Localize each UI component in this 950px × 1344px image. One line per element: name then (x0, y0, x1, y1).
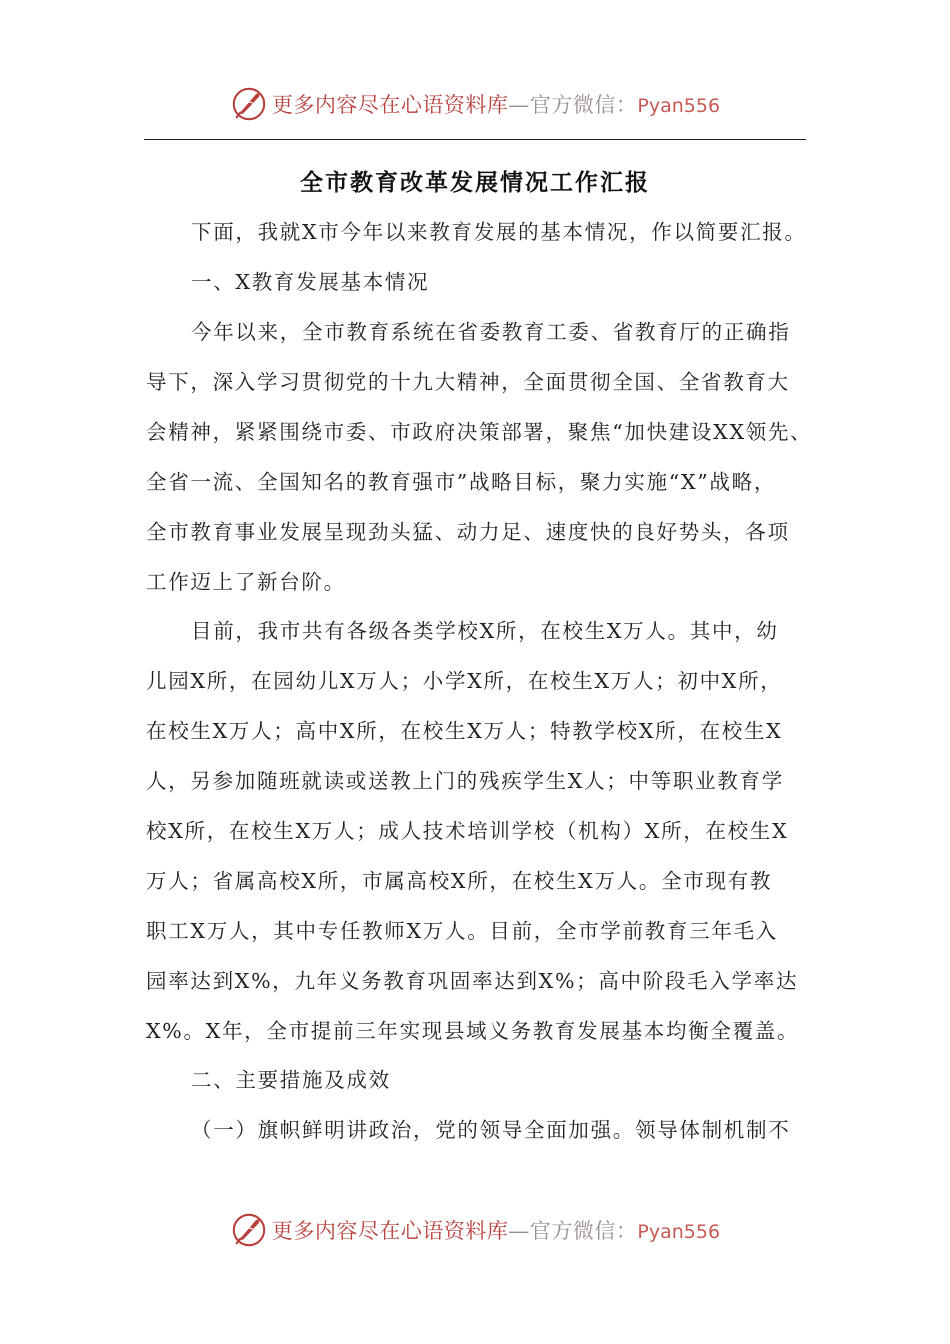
paragraph-line: 儿园X所，在园幼儿X万人；小学X所，在校生X万人；初中X所， (146, 669, 783, 693)
document-title: 全市教育改革发展情况工作汇报 (300, 169, 650, 196)
paragraph-line: 全市教育事业发展呈现劲头猛、动力足、速度快的良好势头，各项 (146, 520, 790, 544)
paragraph-line: 今年以来，全市教育系统在省委教育工委、省教育厅的正确指 (191, 320, 791, 344)
paragraph-line: 职工X万人，其中专任教师X万人。目前，全市学前教育三年毛入 (146, 919, 778, 943)
header-brand: 更多内容尽在心语资料库 (271, 93, 509, 117)
paragraph-line: 校X所，在校生X万人；成人技术培训学校（机构）X所，在校生X (146, 819, 789, 843)
section-heading-1: 一、X教育发展基本情况 (191, 270, 430, 294)
paragraph-line: 万人；省属高校X所，市属高校X所，在校生X万人。全市现有教 (146, 869, 773, 893)
paragraph-line: 全省一流、全国知名的教育强市”战略目标，聚力实施“X”战略， (146, 470, 777, 494)
header-watermark-banner (0, 84, 950, 124)
footer-watermark-banner (0, 1210, 950, 1250)
header-separator: — (508, 93, 530, 117)
paragraph-line: X%。X年，全市提前三年实现县域义务教育发展基本均衡全覆盖。 (146, 1019, 800, 1043)
paragraph-line: 目前，我市共有各级各类学校X所，在校生X万人。其中，幼 (191, 619, 779, 643)
paragraph-line: 人，另参加随班就读或送教上门的残疾学生X人；中等职业教育学 (146, 769, 784, 793)
footer-brand: 更多内容尽在心语资料库 (271, 1219, 509, 1243)
footer-wechat-id: Pyan556 (637, 1221, 721, 1243)
section-heading-2: 二、主要措施及成效 (191, 1068, 391, 1092)
paragraph-line: 导下，深入学习贯彻党的十九大精神，全面贯彻全国、全省教育大 (146, 370, 790, 394)
paragraph-line: 园率达到X%，九年义务教育巩固率达到X%；高中阶段毛入学率达 (146, 969, 799, 993)
quill-pen-icon (230, 85, 268, 123)
quill-pen-icon (230, 1211, 268, 1249)
subsection-line: （一）旗帜鲜明讲政治，党的领导全面加强。领导体制机制不 (191, 1118, 791, 1142)
header-wechat-label: 官方微信： (529, 93, 638, 117)
paragraph-line: 会精神，紧紧围绕市委、市政府决策部署，聚焦“加快建设XX领先、 (146, 420, 813, 444)
footer-watermark-text (272, 1215, 720, 1245)
header-divider (144, 139, 806, 140)
paragraph-line: 在校生X万人；高中X所，在校生X万人；特教学校X所，在校生X (146, 719, 783, 743)
intro-line: 下面，我就X市今年以来教育发展的基本情况，作以简要汇报。 (191, 220, 807, 244)
footer-separator: — (508, 1219, 530, 1243)
paragraph-line: 工作迈上了新台阶。 (146, 570, 346, 594)
header-watermark-text (272, 89, 720, 119)
footer-wechat-label: 官方微信： (529, 1219, 638, 1243)
header-wechat-id: Pyan556 (637, 95, 721, 117)
